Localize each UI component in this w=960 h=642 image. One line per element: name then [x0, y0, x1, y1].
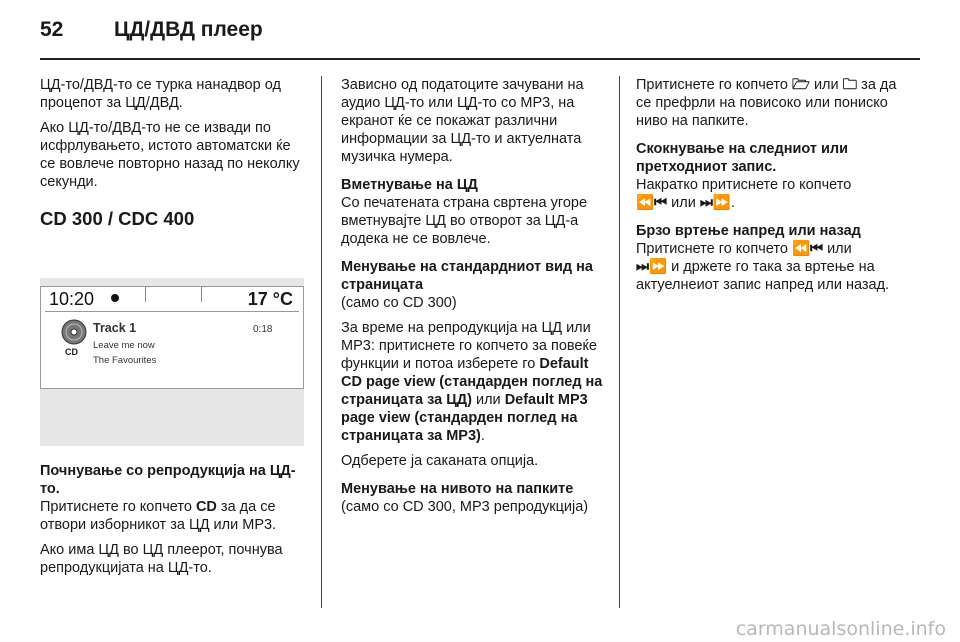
display-screen: [40, 286, 304, 389]
display-separator: [145, 287, 146, 302]
subheading: Почнување со репродукција на ЦД-то.: [40, 463, 296, 497]
paragraph: (само со CD 300): [341, 295, 457, 311]
cd-button-label: CD: [195, 499, 217, 515]
paragraph: ЦД-то/ДВД-то се турка нанадвор од процепот за ЦД/ДВД.: [40, 77, 281, 111]
display-separator: [201, 287, 202, 302]
column-right: [636, 76, 906, 301]
folder-up-icon: 🗁: [791, 77, 810, 93]
column-divider: [321, 76, 322, 608]
folder-down-icon: 🗀: [842, 77, 858, 93]
header-divider: [40, 58, 920, 60]
previous-track-icon: ⏪⏮: [636, 195, 668, 211]
paragraph: Накратко притиснете го копчето ⏪⏮ или ⏭⏩.: [636, 177, 852, 211]
cd-disc-icon: [61, 319, 87, 345]
subheading: Вметнување на ЦД: [341, 177, 478, 193]
display-elapsed-time: 0:18: [253, 324, 273, 335]
subheading: Менување на стандардниот вид на страницата: [341, 259, 593, 293]
section-title: CD 300 / CDC 400: [40, 208, 195, 229]
column-middle: [341, 76, 609, 523]
paragraph: Со печатената страна свртена угоре вметнувајте ЦД во отворот за ЦД-а додека не се вовлече.: [341, 195, 588, 247]
display-album: The Favourites: [93, 355, 157, 366]
page-header: [0, 0, 960, 62]
column-left-lower: [40, 462, 308, 584]
subheading: Скокнување на следниот или претходниот запис.: [636, 141, 849, 175]
paragraph: Ако ЦД-то/ДВД-то не се извади по исфрлувањето, истото автоматски ќе се вовлече повторно назад по неколку секунди.: [40, 120, 300, 190]
column-divider: [619, 76, 620, 608]
display-artist: Leave me now: [93, 340, 155, 351]
next-track-icon: ⏭⏩: [699, 195, 731, 211]
display-track: Track 1: [93, 321, 137, 335]
record-dot-icon: [111, 294, 119, 302]
paragraph: Одберете ја саканата опција.: [341, 453, 539, 469]
page-title: ЦД/ДВД плеер: [114, 18, 263, 41]
paragraph: Притиснете го копчето 🗁 или 🗀 за да се префрли на повисоко или пониско ниво на папките.: [636, 77, 897, 129]
paragraph: Притиснете го копчето ⏪⏮ или ⏭⏩ и држете го така за вртење на актуелнеиот запис напред или назад.: [636, 241, 890, 293]
column-left: [40, 76, 308, 248]
paragraph: За време на репродукција на ЦД или MP3: притиснете го копчето за повеќе функции и потоа изберете го Default CD page view (стандарден поглед на страницата за ЦД) или Default MP3 page view (стандарден поглед на страницата за MP3).: [341, 320, 603, 444]
subheading: Менување на нивото на папките: [341, 481, 574, 497]
paragraph: Зависно од податоците зачувани на аудио ЦД-то или ЦД-то со MP3, на екранот ќе се покажат различни информации за ЦД-то и актуелната музичка нумера.: [341, 77, 584, 165]
paragraph: (само со CD 300, MP3 репродукција): [341, 499, 589, 515]
watermark: carmanualsonline.info: [735, 618, 946, 640]
fast-forward-icon: ⏭⏩: [636, 259, 668, 275]
paragraph: Притиснете го копчето CD за да се отвори изборникот за ЦД или MP3.: [40, 499, 277, 533]
radio-display-image: [40, 278, 304, 446]
page-number: 52: [40, 18, 64, 41]
subheading: Брзо вртење напред или назад: [636, 223, 861, 239]
display-temperature: 17 °C: [247, 289, 293, 309]
display-clock: 10:20: [49, 289, 95, 309]
paragraph: Ако има ЦД во ЦД плеерот, почнува репродукцијата на ЦД-то.: [40, 542, 283, 576]
display-source: CD: [65, 347, 78, 357]
rewind-icon: ⏪⏮: [791, 241, 824, 257]
display-divider: [45, 311, 299, 312]
